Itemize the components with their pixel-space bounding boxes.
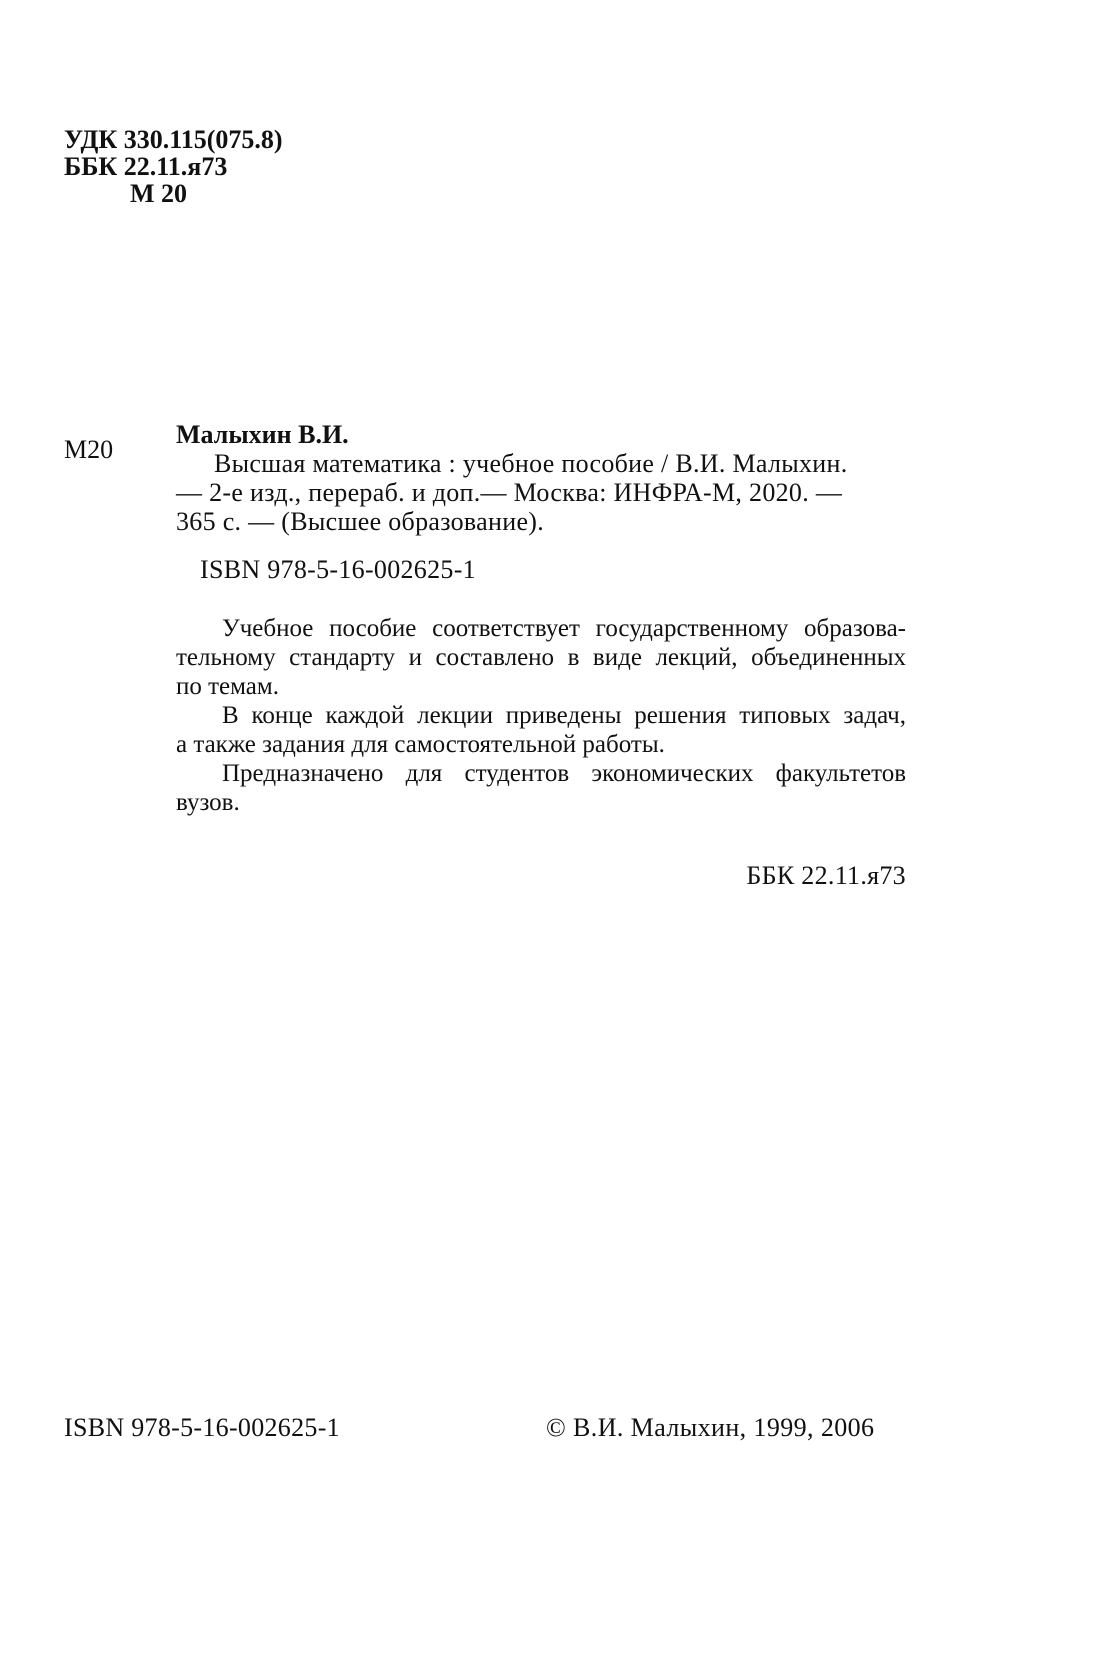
annotation-line: В конце каждой лекции приведены решения типовых задач, [222,702,906,729]
annotation-line: по темам. [176,673,279,700]
bibliographic-record [176,420,906,536]
isbn-record: ISBN 978-5-16-002625-1 [200,555,476,584]
biblio-line: Высшая математика : учебное пособие / В.И. Малыхин. [214,449,848,478]
annotation-line: а также задания для самостоятельной работы. [176,731,665,758]
annotation-line: Учебное пособие соответствует государственному образова- [222,615,906,642]
footer-isbn: ISBN 978-5-16-002625-1 [64,1413,340,1442]
bbk-code: ББК 22.11.я73 [64,152,228,181]
bbk-index: ББК 22.11.я73 [746,861,906,890]
biblio-line: 365 с. — (Высшее образование). [176,507,545,536]
annotation-line: Предназначено для студентов экономических факультетов [222,760,906,787]
udk-code: УДК 330.115(075.8) [64,125,283,154]
biblio-line: — 2-е изд., перераб. и доп.— Москва: ИНФРА-М, 2020. — [176,478,843,507]
copyright: © В.И. Малыхин, 1999, 2006 [546,1413,875,1442]
annotation [176,614,906,817]
left-author-mark: М20 [64,435,114,464]
book-author: Малыхин В.И. [176,420,349,449]
annotation-line: тельному стандарту и составлено в виде лекций, объединенных [176,644,906,671]
annotation-line: вузов. [176,789,240,816]
classification-block [64,126,283,207]
author-mark: М 20 [130,179,188,208]
